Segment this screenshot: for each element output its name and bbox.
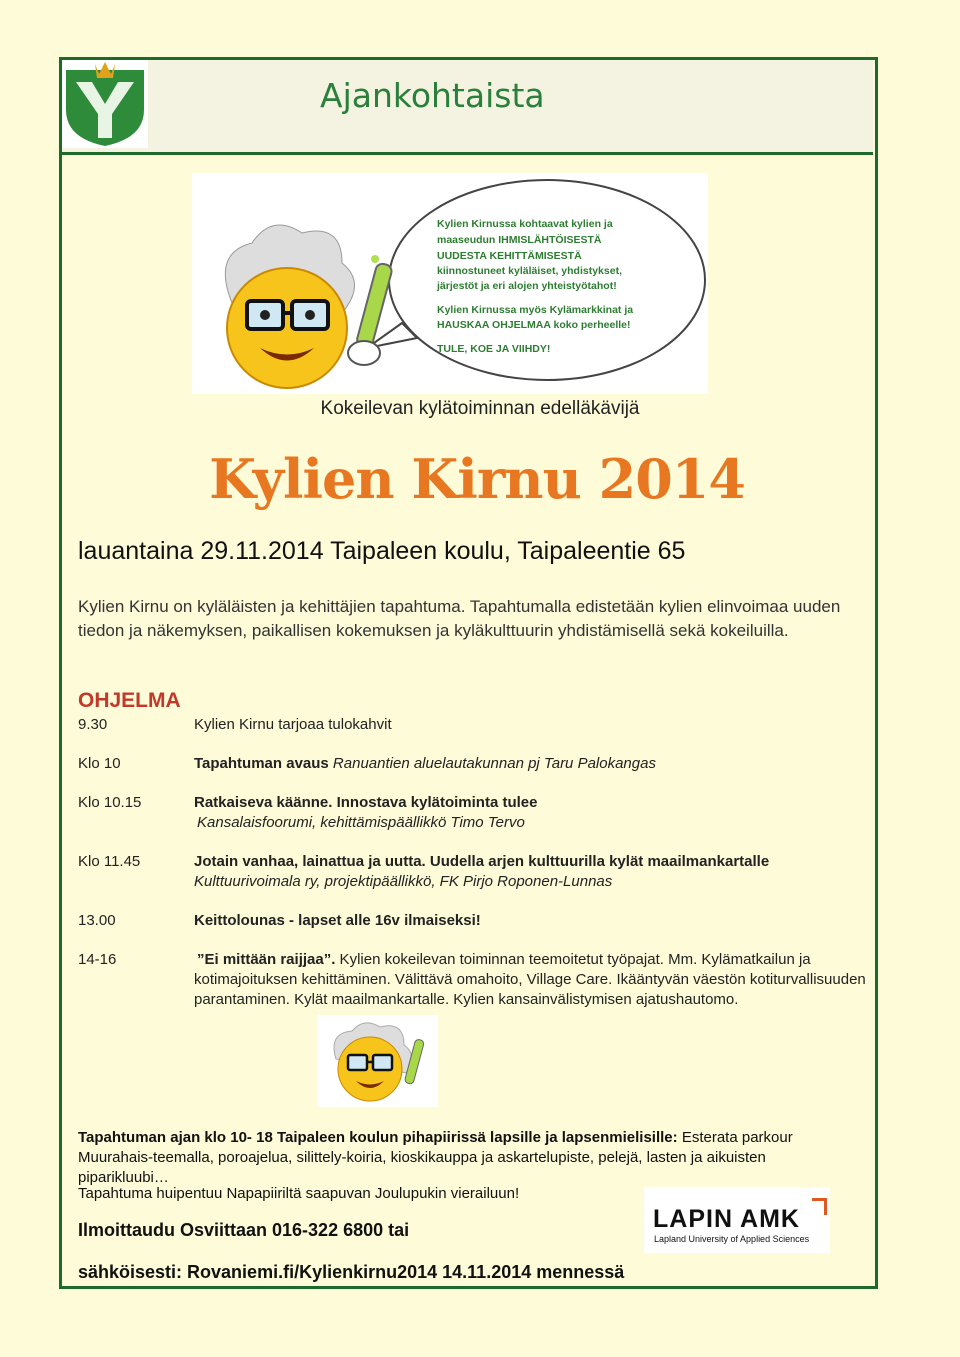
kids-activities [78, 1128, 838, 1188]
date-location: lauantaina 29.11.2014 Taipaleen koulu, Taipaleentie 65 [78, 537, 686, 565]
program-bold: ”Ei mittään raijjaa”. [197, 951, 336, 968]
signup-web-clipped [62, 1264, 873, 1284]
program-italic: Ranuantien aluelautakunnan pj Taru Palokangas [328, 755, 656, 772]
program-text: Kylien Kirnu tarjoaa tulokahvit [194, 716, 392, 733]
kids-bold: Tapahtuman ajan klo 10- 18 Taipaleen koulun pihapiirissä lapsille ja lapsenmielisille: [78, 1129, 678, 1146]
program-time: Klo 11.45 [78, 853, 141, 870]
program-desc [194, 911, 874, 931]
program-time: 14-16 [78, 951, 117, 968]
program-bold: Keittolounas - lapset alle 16v ilmaiseksi! [194, 912, 481, 929]
intro-paragraph: Kylien Kirnu on kyläläisten ja kehittäjien tapahtuma. Tapahtumalla edistetään kylien elinvoimaa uuden tiedon ja näkemyksen, paikallisen kokemuksen ja kyläkulttuurin yhdistämisellä sekä kokeiluilla. [78, 597, 841, 640]
kids-text: Esterata parkour Muurahais-teemalla, poroajelua, silittely-koiria, kioskikauppa ja askartelupiste, pelejä, lasten ja aikuisten piparikluubi… [78, 1129, 793, 1186]
scientist-smiley-small-icon [318, 1015, 438, 1107]
program-time: 13.00 [78, 912, 116, 929]
program-desc [194, 950, 874, 1010]
program-desc [194, 793, 874, 833]
speech-line-2: maaseudun IHMISLÄHTÖISESTÄ [437, 234, 602, 246]
program-text: Kylien kokeilevan toiminnan teemoitetut työpajat. Mm. Kylämatkailun ja kotimajoituksen kehittäminen. Välittävä omahoito, Village Care. Ikääntyvän väestön kotiturvallisuuden parantaminen. Kylät maailmankartalle. Kylien kansainvälistymisen ajatushautomo. [194, 951, 866, 1008]
program-time: Klo 10.15 [78, 794, 142, 811]
speech-line-8: TULE, KOE JA VIIHDY! [437, 343, 551, 355]
program-desc [194, 852, 874, 892]
lapin-logo-sub: Lapland University of Applied Sciences [654, 1234, 810, 1244]
program-bold: Ratkaiseva käänne. Innostava kylätoiminta tulee [194, 794, 538, 811]
signup-web: sähköisesti: Rovaniemi.fi/Kylienkirnu2014 14.11.2014 mennessä [78, 1264, 625, 1282]
program-desc [194, 715, 874, 735]
program-bold: Tapahtuman avaus [194, 755, 329, 772]
hero-illustration [192, 173, 708, 394]
program-italic: Kulttuurivoimala ry, projektipäällikkö, FK Pirjo Roponen-Lunnas [194, 873, 613, 890]
speech-line-3: UUDESTA KEHITTÄMISESTÄ [437, 250, 582, 262]
santa-visit: Tapahtuma huipentuu Napapiiriltä saapuvan Joulupukin vierailuun! [78, 1185, 520, 1202]
speech-line-5: järjestöt ja eri alojen yhteistyötahot! [437, 280, 617, 292]
event-title: Kylien Kirnu 2014 [209, 447, 745, 511]
signup-phone: Ilmoittaudu Osviittaan 016-322 6800 tai [78, 1220, 410, 1240]
program-time: Klo 10 [78, 755, 121, 772]
program-bold: Jotain vanhaa, lainattua ja uutta. Uudella arjen kulttuurilla kylät maailmankartalle [194, 853, 770, 870]
lapin-bracket-icon [812, 1198, 827, 1215]
program-time: 9.30 [78, 716, 108, 733]
program-heading: OHJELMA [78, 689, 181, 712]
program-desc [194, 754, 874, 774]
speech-line-4: kiinnostuneet kyläläiset, yhdistykset, [437, 265, 622, 277]
header-title: Ajankohtaista [320, 76, 545, 115]
lapin-amk-logo [644, 1187, 830, 1253]
lapin-logo-name: LAPIN AMK [653, 1205, 800, 1233]
speech-line-1: Kylien Kirnussa kohtaavat kylien ja [437, 218, 613, 230]
subtitle: Kokeilevan kylätoiminnan edelläkävijä [320, 398, 640, 419]
coat-of-arms-icon [62, 60, 148, 148]
program-italic: Kansalaisfoorumi, kehittämispäällikkö Timo Tervo [197, 814, 525, 831]
speech-line-6: Kylien Kirnussa myös Kylämarkkinat ja [437, 304, 634, 316]
speech-line-7: HAUSKAA OHJELMAA koko perheelle! [437, 319, 631, 331]
